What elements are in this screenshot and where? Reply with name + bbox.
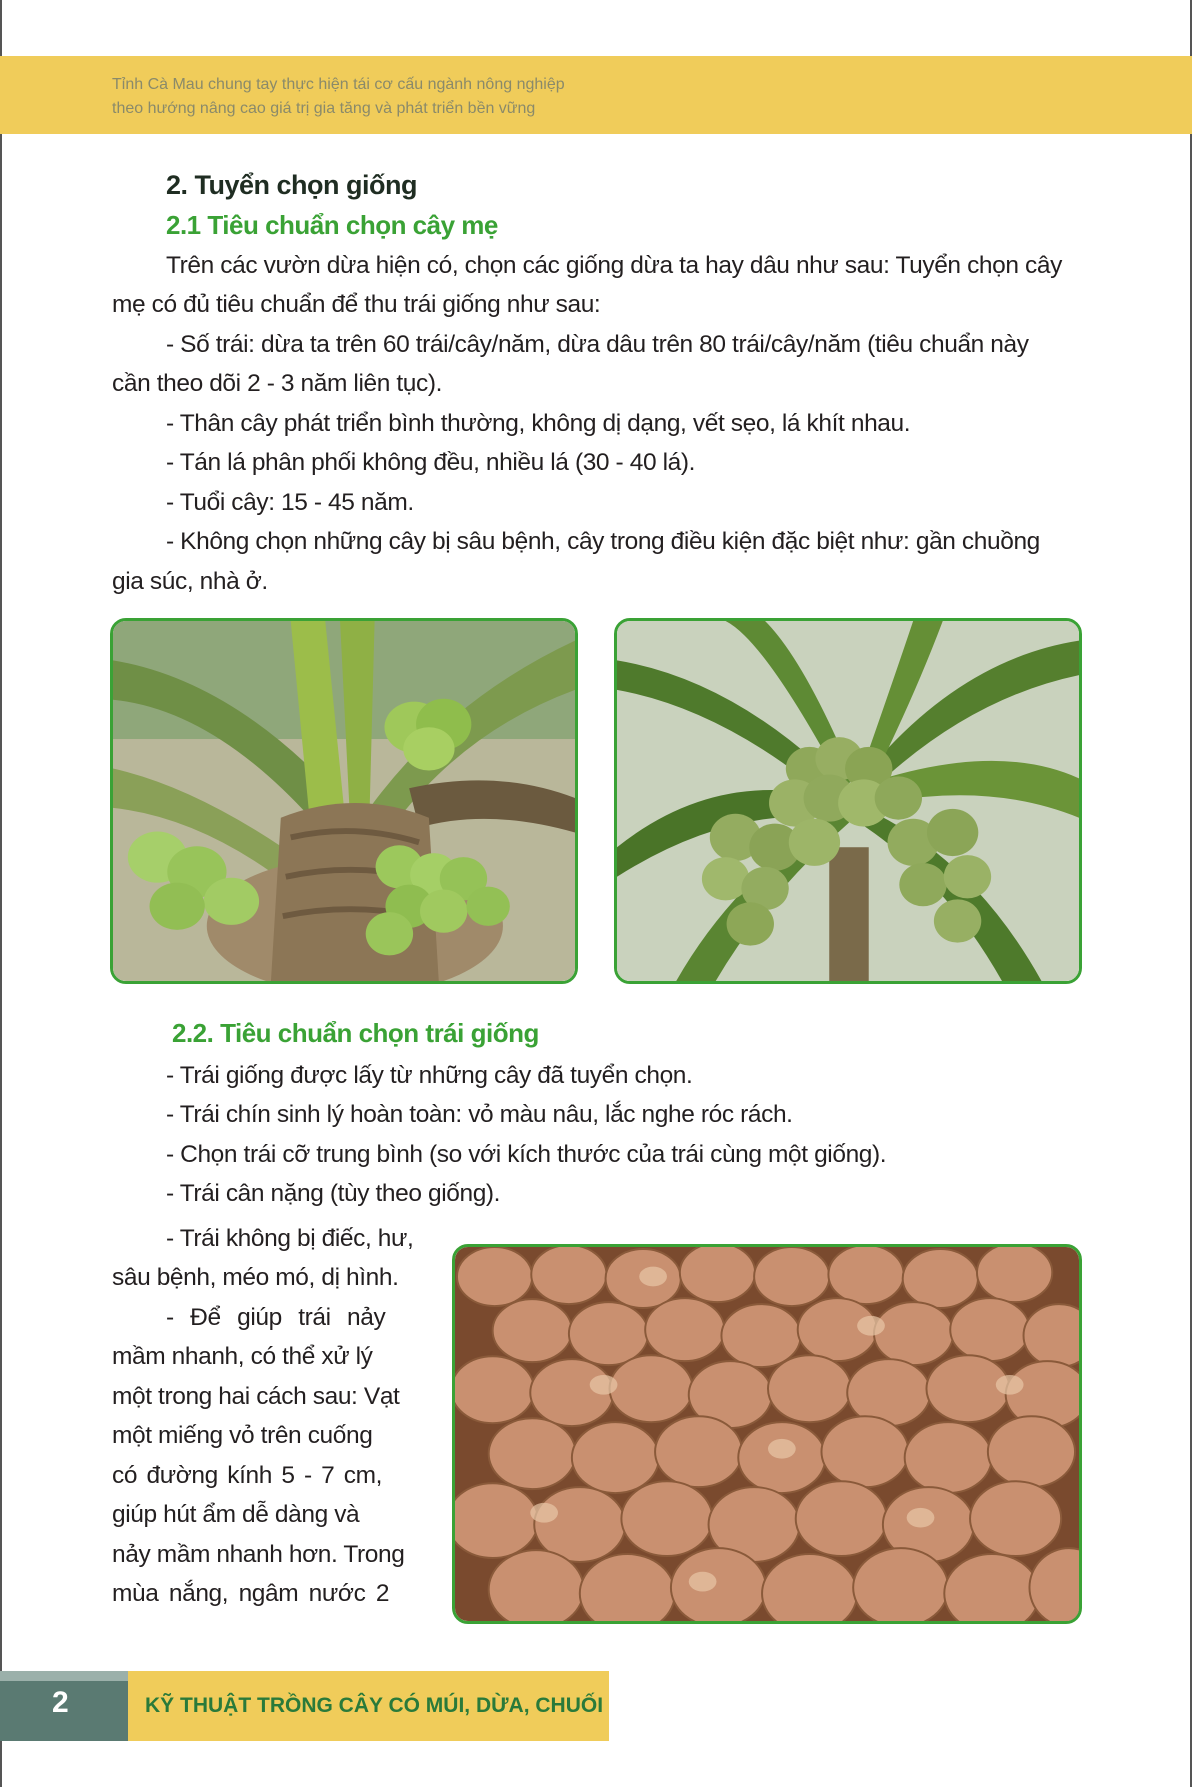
paragraph-line: cần theo dõi 2 - 3 năm liên tục). bbox=[112, 370, 442, 397]
side-text-line: mùa nắng, ngâm nước 2 bbox=[112, 1580, 390, 1607]
header-line-2: theo hướng nâng cao giá trị gia tăng và phát triển bền vững bbox=[112, 100, 536, 117]
header-band bbox=[0, 56, 1192, 134]
side-text-line: giúp hút ẩm dễ dàng và bbox=[112, 1501, 360, 1528]
side-text-line: sâu bệnh, méo mó, dị hình. bbox=[112, 1264, 399, 1291]
side-text-line: một trong hai cách sau: Vạt bbox=[112, 1383, 400, 1410]
paragraph-line: - Trái chín sinh lý hoàn toàn: vỏ màu nâu, lắc nghe róc rách. bbox=[166, 1101, 793, 1128]
paragraph-line: mẹ có đủ tiêu chuẩn để thu trái giống như sau: bbox=[112, 291, 601, 318]
page-number: 2 bbox=[52, 1686, 69, 1719]
paragraph-line: gia súc, nhà ở. bbox=[112, 568, 268, 595]
paragraph-line: - Không chọn những cây bị sâu bệnh, cây trong điều kiện đặc biệt như: gần chuồng bbox=[166, 528, 1040, 555]
subsection-title-2-2: 2.2. Tiêu chuẩn chọn trái giống bbox=[172, 1018, 539, 1048]
paragraph-line: - Tuổi cây: 15 - 45 năm. bbox=[166, 489, 414, 516]
coconut-tree-photo-1 bbox=[110, 618, 578, 984]
footer-page-number-accent bbox=[0, 1671, 128, 1681]
footer-book-title: KỸ THUẬT TRỒNG CÂY CÓ MÚI, DỪA, CHUỐI bbox=[145, 1694, 604, 1717]
side-text-line: một miếng vỏ trên cuống bbox=[112, 1422, 373, 1449]
section-title: 2. Tuyển chọn giống bbox=[166, 170, 417, 200]
coconut-tree-photo-2 bbox=[614, 618, 1082, 984]
side-text-line: - Trái không bị điếc, hư, bbox=[166, 1225, 414, 1252]
seed-coconuts-photo bbox=[452, 1244, 1082, 1624]
subsection-title-2-1: 2.1 Tiêu chuẩn chọn cây mẹ bbox=[166, 210, 498, 240]
paragraph-line: - Tán lá phân phối không đều, nhiều lá (30 - 40 lá). bbox=[166, 449, 696, 476]
page-border-left bbox=[0, 0, 2, 1787]
side-text-line: nảy mầm nhanh hơn. Trong bbox=[112, 1541, 405, 1568]
paragraph-line: Trên các vườn dừa hiện có, chọn các giống dừa ta hay dâu như sau: Tuyển chọn cây bbox=[166, 252, 1062, 279]
side-text-line: - Để giúp trái nảy bbox=[166, 1304, 386, 1331]
paragraph-line: - Thân cây phát triển bình thường, không dị dạng, vết sẹo, lá khít nhau. bbox=[166, 410, 911, 437]
paragraph-line: - Số trái: dừa ta trên 60 trái/cây/năm, dừa dâu trên 80 trái/cây/năm (tiêu chuẩn này bbox=[166, 331, 1029, 358]
paragraph-line: - Trái giống được lấy từ những cây đã tuyển chọn. bbox=[166, 1062, 693, 1089]
header-line-1: Tỉnh Cà Mau chung tay thực hiện tái cơ cấu ngành nông nghiệp bbox=[112, 76, 565, 93]
paragraph-line: - Chọn trái cỡ trung bình (so với kích thước của trái cùng một giống). bbox=[166, 1141, 887, 1168]
paragraph-line: - Trái cân nặng (tùy theo giống). bbox=[166, 1180, 501, 1207]
side-text-line: có đường kính 5 - 7 cm, bbox=[112, 1462, 383, 1489]
side-text-line: mầm nhanh, có thể xử lý bbox=[112, 1343, 373, 1370]
